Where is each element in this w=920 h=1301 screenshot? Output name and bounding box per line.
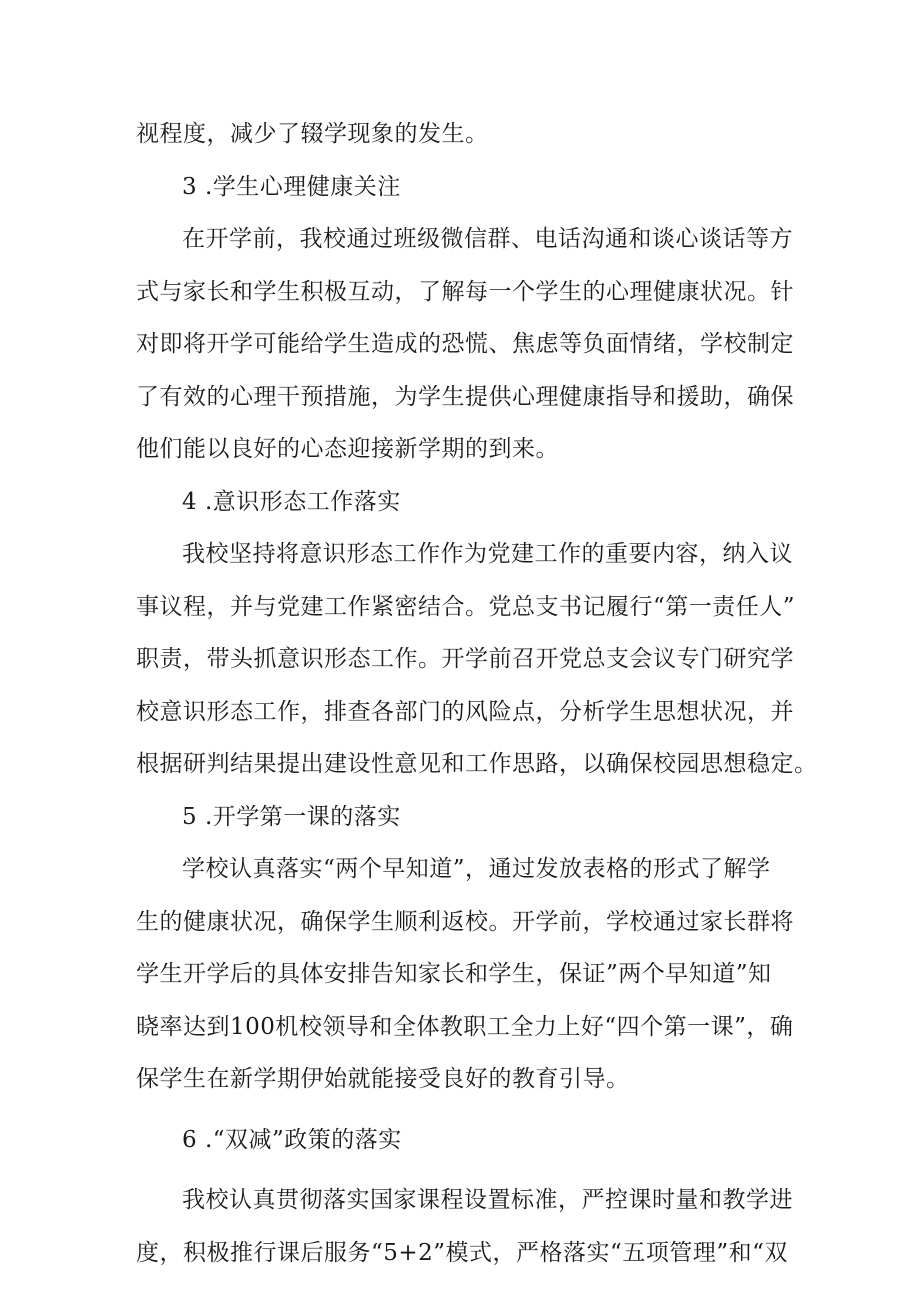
- paragraph-line: 晓率达到100机校领导和全体教职工全力上好“四个第一课”，确: [136, 1013, 794, 1040]
- paragraph-line: 生的健康状况，确保学生顺利返校。开学前，学校通过家长群将: [136, 908, 794, 935]
- section-heading-5: 5 .开学第一课的落实: [182, 803, 401, 830]
- paragraph-line: 视程度，减少了辍学现象的发生。: [136, 121, 489, 147]
- paragraph-line: 度，积极推行课后服务“5+2”模式，严格落实“五项管理”和“双: [136, 1239, 788, 1266]
- section-heading-3: 3 .学生心理健康关注: [182, 173, 401, 200]
- paragraph-line: 我校认真贯彻落实国家课程设置标准，严控课时量和教学进: [182, 1187, 793, 1213]
- paragraph-line: 保学生在新学期伊始就能接受良好的教育引导。: [136, 1066, 630, 1092]
- paragraph-line: 了有效的心理干预措施，为学生提供心理健康指导和援助，确保: [136, 383, 794, 410]
- spacer: [136, 1166, 820, 1174]
- paragraph-line: 事议程，并与党建工作紧密结合。党总支书记履行“第一责任人”: [136, 593, 796, 620]
- section-heading-4: 4 .意识形态工作落实: [182, 488, 401, 515]
- spacer: [136, 1106, 820, 1114]
- paragraph-line: 学生开学后的具体安排告知家长和学生，保证”两个早知道”知: [136, 961, 772, 987]
- paragraph-line: 根据研判结果提出建设性意见和工作思路，以确保校园思想稳定。: [136, 751, 818, 777]
- paragraph-line: 他们能以良好的心态迎接新学期的到来。: [136, 436, 559, 462]
- paragraph-line: 在开学前，我校通过班级微信群、电话沟通和谈心谈话等方: [182, 226, 793, 252]
- paragraph-line: 我校坚持将意识形态工作作为党建工作的重要内容，纳入议: [182, 541, 793, 567]
- paragraph-line: 职责，带头抓意识形态工作。开学前召开党总支会议专门研究学: [136, 646, 794, 672]
- paragraph-line: 校意识形态工作，排查各部门的风险点，分析学生思想状况，并: [136, 698, 794, 725]
- paragraph-line: 学校认真落实“两个早知道”，通过发放表格的形式了解学: [182, 856, 771, 882]
- section-heading-6: 6 .“双减”政策的落实: [182, 1126, 402, 1153]
- paragraph-line: 式与家长和学生积极互动，了解每一个学生的心理健康状况。针: [136, 278, 794, 305]
- paragraph-line: 对即将开学可能给学生造成的恐慌、焦虑等负面情绪，学校制定: [136, 331, 794, 357]
